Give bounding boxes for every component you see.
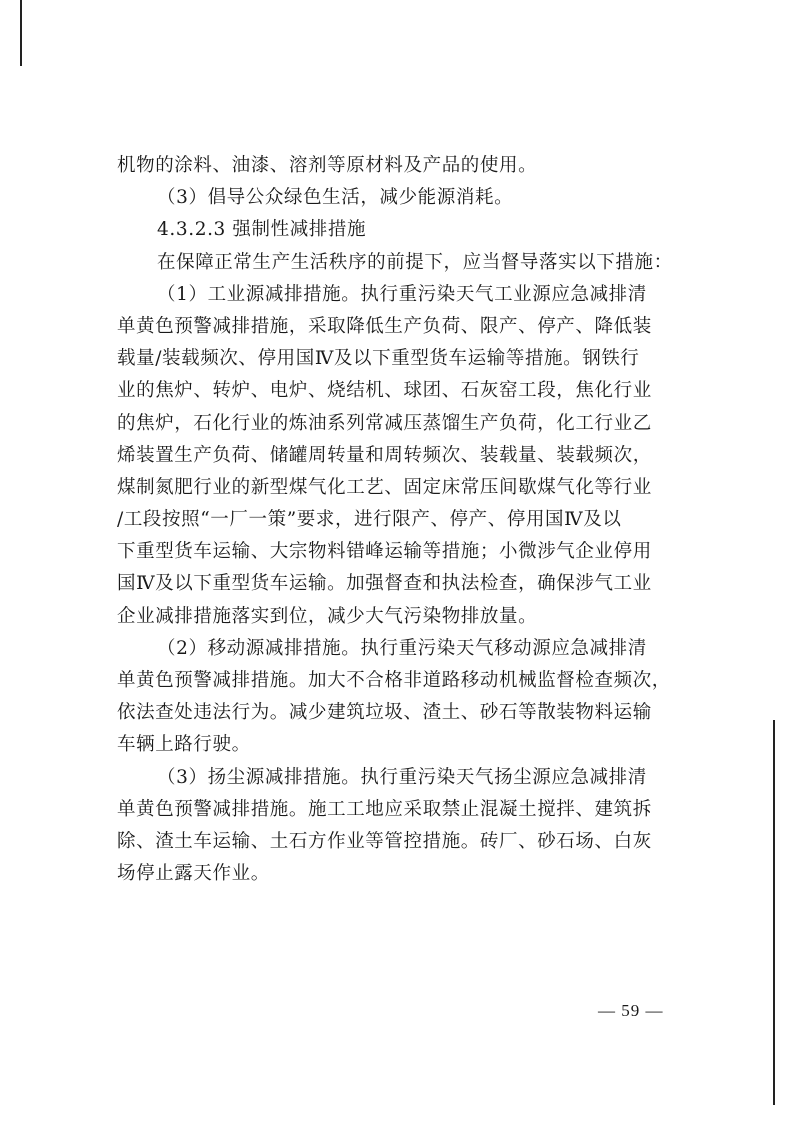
page-number: — 59 — (598, 1001, 664, 1020)
text-line: 企业减排措施落实到位，减少大气污染物排放量。 (117, 605, 538, 627)
section-heading: 4.3.2.3 强制性减排措施 (157, 219, 367, 241)
text-line: /工段按照“一厂一策”要求，进行限产、停产、停用国Ⅳ及以 (117, 509, 622, 531)
text-line: （1）工业源减排措施。执行重污染天气工业源应急减排清 (157, 283, 647, 305)
page-edge-left (20, 0, 22, 66)
document-body (117, 150, 687, 890)
text-line: （2）移动源减排措施。执行重污染天气移动源应急减排清 (157, 637, 647, 659)
text-line: 依法查处违法行为。减少建筑垃圾、渣土、砂石等散装物料运输 (117, 702, 652, 724)
page-edge-right (773, 720, 775, 1105)
text-line: 单黄色预警减排措施。施工工地应采取禁止混凝土搅拌、建筑拆 (117, 798, 652, 820)
text-line: 在保障正常生产生活秩序的前提下，应当督导落实以下措施： (157, 251, 673, 273)
text-line: 烯装置生产负荷、储罐周转量和周转频次、装载量、装载频次， (117, 444, 652, 466)
text-line: 场停止露天作业。 (117, 863, 270, 885)
text-line: （3）倡导公众绿色生活，减少能源消耗。 (157, 187, 514, 209)
text-line: 机物的涂料、油漆、溶剂等原材料及产品的使用。 (117, 155, 538, 176)
text-line: 除、渣土车运输、土石方作业等管控措施。砖厂、砂石场、白灰 (117, 830, 652, 852)
text-line: 的焦炉，石化行业的炼油系列常减压蒸馏生产负荷，化工行业乙 (117, 412, 652, 434)
text-line: 国Ⅳ及以下重型货车运输。加强督查和执法检查，确保涉气工业 (117, 573, 652, 595)
text-line: 单黄色预警减排措施，采取降低生产负荷、限产、停产、降低装 (117, 315, 652, 337)
text-line: 业的焦炉、转炉、电炉、烧结机、球团、石灰窑工段，焦化行业 (117, 380, 652, 402)
text-line: 煤制氮肥行业的新型煤气化工艺、固定床常压间歇煤气化等行业 (117, 476, 652, 498)
text-line: （3）扬尘源减排措施。执行重污染天气扬尘源应急减排清 (157, 766, 647, 788)
text-line: 单黄色预警减排措施。加大不合格非道路移动机械监督检查频次， (117, 670, 671, 691)
text-line: 车辆上路行驶。 (117, 734, 251, 756)
text-line: 载量/装载频次、停用国Ⅳ及以下重型货车运输等措施。钢铁行 (117, 348, 640, 370)
text-line: 下重型货车运输、大宗物料错峰运输等措施；小微涉气企业停用 (117, 541, 652, 563)
